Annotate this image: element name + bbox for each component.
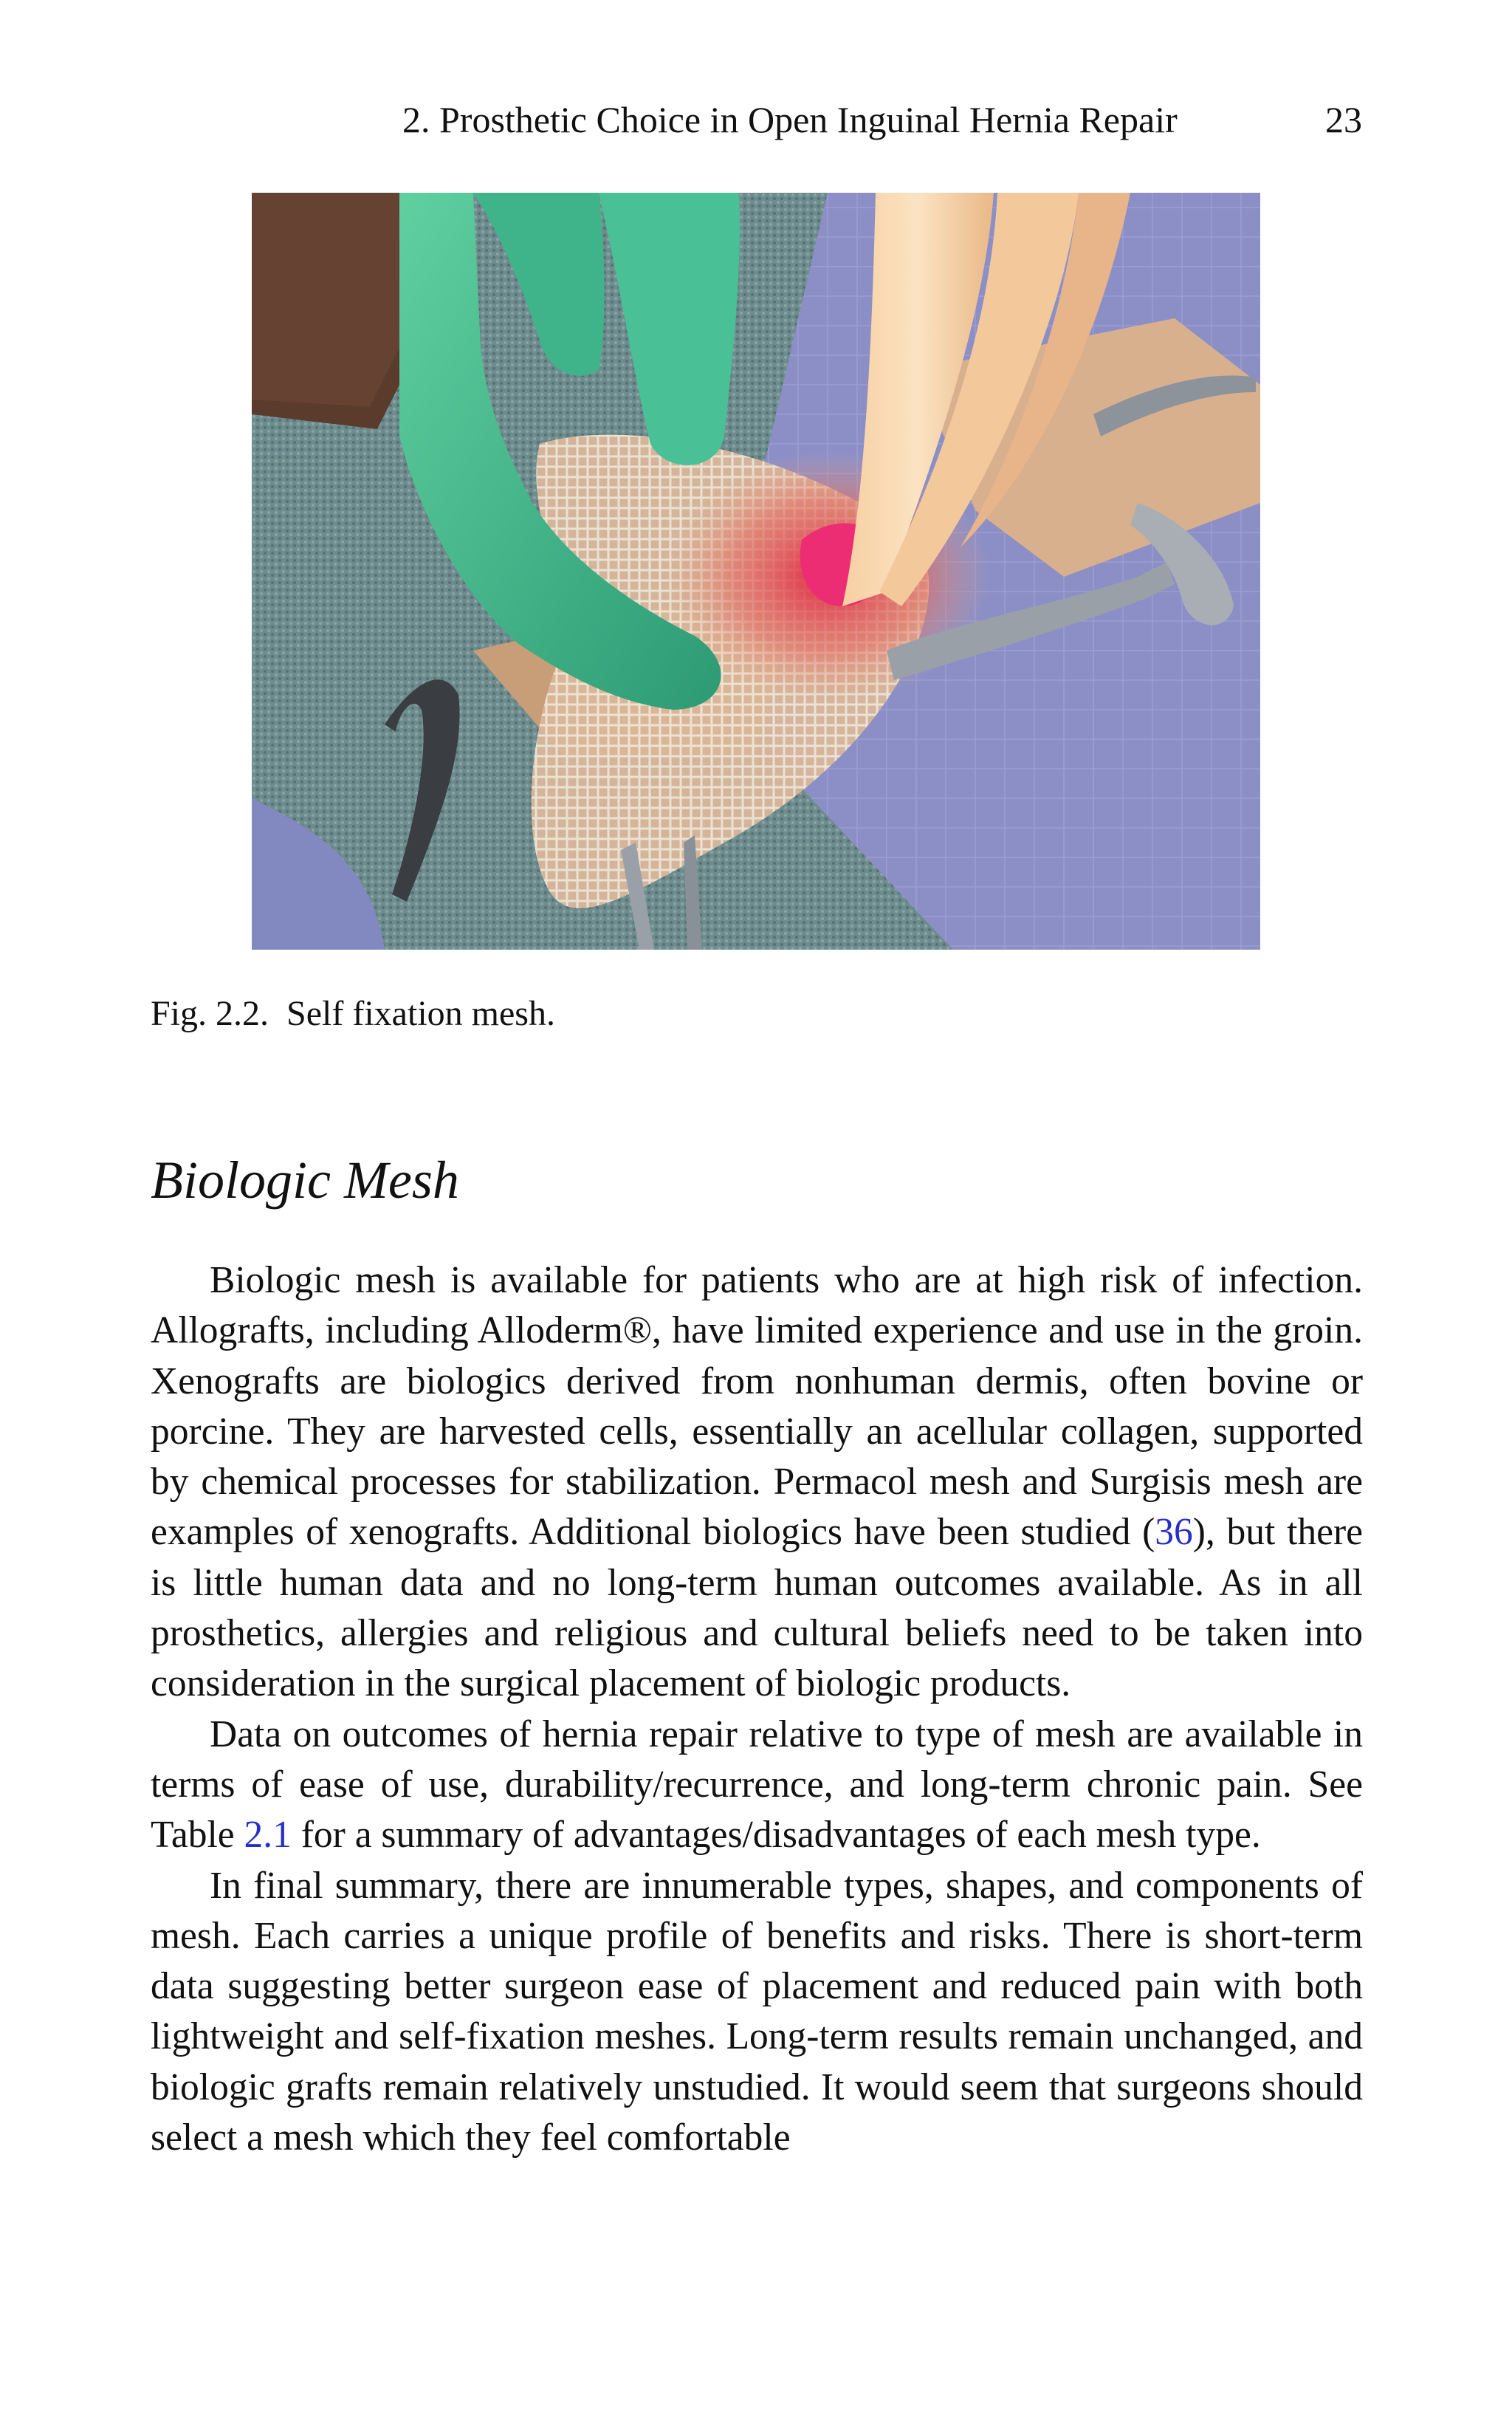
running-head-title: 2. Prosthetic Choice in Open Inguinal Hernia Repair [402,99,1178,140]
paragraph-1-text-b: ), but there is little human data and no long-term human outcomes available. As in all prosthetics, allergies and religious and cultural beliefs need to be taken into consideration in the surgical placement of biologic products. [151,1511,1363,1705]
paragraph-3 [151,1861,1363,2164]
running-head [399,90,1362,149]
figure-caption-label: Fig. 2.2. [151,994,269,1033]
page-number: 23 [1325,99,1362,140]
figure-caption-text: Self fixation mesh. [286,994,555,1033]
paragraph-3-text: In final summary, there are innumerable types, shapes, and components of mesh. Each carries a unique profile of benefits and risks. There is short-term data suggesting better surgeon ease of placement and reduced pain with both lightweight and self-fixation meshes. Long-term results remain unchanged, and biologic grafts remain relatively unstudied. It would seem that surgeons should select a mesh which they feel comfortable [151,1864,1363,2159]
paragraph-2 [151,1710,1363,1861]
table-link-2-1[interactable]: 2.1 [244,1814,292,1857]
paragraph-2-text-b: for a summary of advantages/disadvantages of each mesh type. [291,1814,1261,1857]
paragraph-2-text-a: Data on outcomes of hernia repair relative to type of mesh are available in terms of ease of use, durability/recurrence, and long-term chronic pain. See Table [151,1713,1363,1857]
section-heading: Biologic Mesh [151,1151,459,1210]
body-text [151,1255,1363,2163]
paragraph-1 [151,1255,1363,1710]
paragraph-1-text-a: Biologic mesh is available for patients who are at high risk of infection. Allografts, including Alloderm®, have limited experience and use in the groin. Xenografts are biologics derived from nonhuman dermis, often bovine or porcine. They are harvested cells, essentially an acellular collagen, supported by chemical processes for stabilization. Permacol mesh and Surgisis mesh are examples of xenografts. Additional biologics have been studied ( [151,1259,1363,1554]
figure-caption [151,988,555,1040]
figure-photo-self-fixation-mesh [252,193,1260,950]
reference-link-36[interactable]: 36 [1155,1511,1193,1554]
